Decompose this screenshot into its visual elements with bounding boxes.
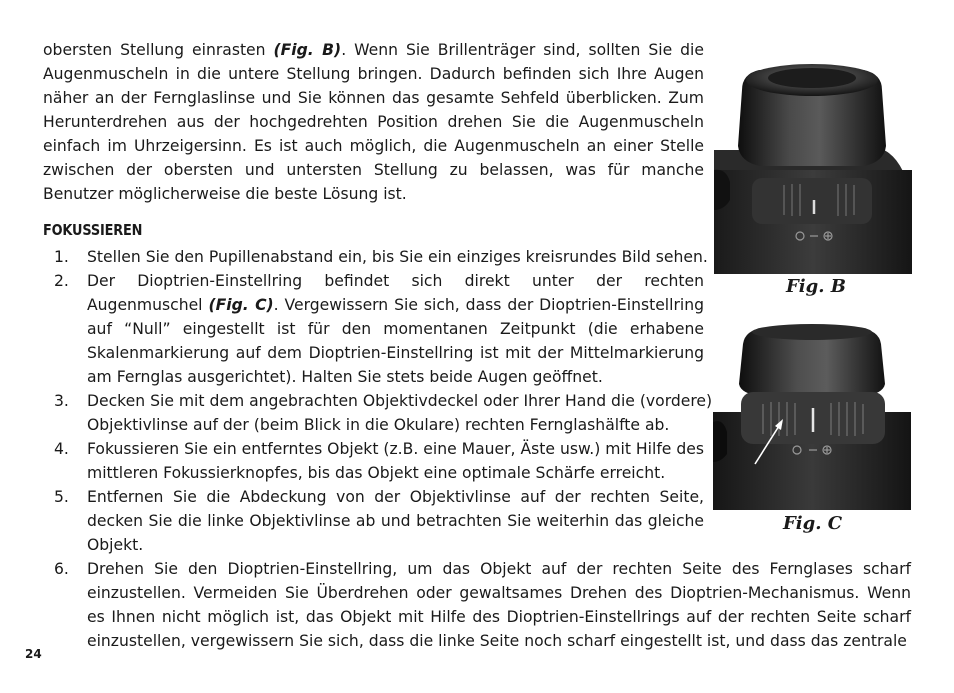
list-item: [87, 557, 911, 653]
figure-reference: (Fig. B): [273, 41, 342, 59]
text-run: Augenmuschel: [87, 296, 209, 314]
text-run: Fokussieren Sie ein entferntes Objekt (z.B. eine Mauer, Äste usw.) mit Hilfe des: [87, 440, 704, 458]
text-line: [87, 413, 704, 437]
list-item-number: 1.: [54, 248, 69, 266]
text-run: Der Dioptrien-Einstellring befindet sich direkt unter der rechten: [87, 272, 704, 290]
text-line: [43, 182, 704, 206]
text-line: [87, 245, 708, 269]
text-run: zwischen der obersten und untersten Stellung zu belassen, was für manche: [43, 161, 704, 179]
text-line: [87, 365, 704, 389]
text-run: Augenmuscheln in die untere Stellung bringen. Dadurch befinden sich Ihre Augen: [43, 65, 704, 83]
text-line: [87, 485, 704, 509]
list-item-number: 5.: [54, 488, 69, 506]
text-line: [87, 317, 704, 341]
list-item: [87, 245, 708, 269]
text-line: [87, 341, 704, 365]
page-number: 24: [25, 647, 42, 661]
text-line: [87, 581, 911, 605]
text-run: . Wenn Sie Brillenträger sind, sollten Sie die: [341, 41, 704, 59]
text-run: Benutzer möglicherweise die beste Lösung ist.: [43, 185, 407, 203]
text-line: [43, 110, 704, 134]
text-run: Decken Sie mit dem angebrachten Objektivdeckel oder Ihrer Hand die (vordere): [87, 392, 713, 410]
list-item: [87, 437, 704, 485]
text-run: Drehen Sie den Dioptrien-Einstellring, um das Objekt auf der rechten Seite des Fernglases scharf: [87, 560, 911, 578]
text-run: es Ihnen nicht möglich ist, das Objekt mit Hilfe des Dioptrien-Einstellrings auf der rechten Seite scharf: [87, 608, 911, 626]
text-line: [87, 533, 704, 557]
list-item-number: 2.: [54, 272, 69, 290]
text-run: Skalenmarkierung auf dem Dioptrien-Einstellring ist mit der Mittelmarkierung: [87, 344, 704, 362]
text-run: Entfernen Sie die Abdeckung von der Objektivlinse auf der rechten Seite,: [87, 488, 704, 506]
text-line: [87, 389, 713, 413]
text-line: [87, 557, 911, 581]
figure-reference: (Fig. C): [208, 296, 274, 314]
text-run: . Vergewissern Sie sich, dass der Dioptrien-Einstellring: [273, 296, 704, 314]
text-line: [87, 269, 704, 293]
text-line: [43, 134, 704, 158]
text-run: einfach im Uhrzeigersinn. Es ist auch möglich, die Augenmuscheln an einer Stelle: [43, 137, 704, 155]
text-run: einzustellen, vergewissern Sie sich, dass die linke Seite noch scharf eingestellt ist, und dass das zentrale: [87, 632, 907, 650]
text-run: Herunterdrehen aus der hochgedrehten Position drehen Sie die Augenmuscheln: [43, 113, 704, 131]
intro-paragraph: [43, 38, 704, 206]
text-run: auf “Null” eingestellt ist für den momentanen Zeitpunkt (die erhabene: [87, 320, 704, 338]
figure-b-caption: Fig. B: [786, 276, 846, 297]
text-run: decken Sie die linke Objektivlinse ab und betrachten Sie weiterhin das gleiche: [87, 512, 704, 530]
section-heading: FOKUSSIEREN: [43, 221, 143, 239]
text-run: einzustellen. Vermeiden Sie Überdrehen oder gewaltsames Drehen des Dioptrien-Mechanismus. Wenn: [87, 584, 911, 602]
list-item-number: 4.: [54, 440, 69, 458]
text-line: [43, 86, 704, 110]
text-run: obersten Stellung einrasten: [43, 41, 274, 59]
figure-b-eyecup-photo: [714, 50, 912, 274]
list-item: [87, 485, 704, 557]
text-run: am Fernglas ausgerichtet). Halten Sie stets beide Augen geöffnet.: [87, 368, 603, 386]
list-item-number: 6.: [54, 560, 69, 578]
figure-c-caption: Fig. C: [783, 513, 843, 534]
text-run: mittleren Fokussierknopfes, bis das Objekt eine optimale Schärfe erreicht.: [87, 464, 666, 482]
figure-c-diopter-photo: [713, 322, 911, 510]
text-line: [43, 158, 704, 182]
list-item: [87, 269, 704, 389]
list-item: [87, 389, 713, 437]
list-item-number: 3.: [54, 392, 69, 410]
text-line: [87, 509, 704, 533]
text-line: [87, 461, 704, 485]
text-run: Stellen Sie den Pupillenabstand ein, bis Sie ein einziges kreisrundes Bild sehen.: [87, 248, 708, 266]
text-line: [43, 38, 704, 62]
text-line: [87, 437, 704, 461]
text-line: [43, 62, 704, 86]
text-line: [87, 605, 911, 629]
text-run: Objekt.: [87, 536, 144, 554]
text-run: Objektivlinse auf der (beim Blick in die Okulare) rechten Fernglashälfte ab.: [87, 416, 670, 434]
text-run: näher an der Fernglaslinse und Sie können das gesamte Sehfeld überblicken. Zum: [43, 89, 704, 107]
text-line: [87, 293, 704, 317]
text-line: [87, 629, 911, 653]
